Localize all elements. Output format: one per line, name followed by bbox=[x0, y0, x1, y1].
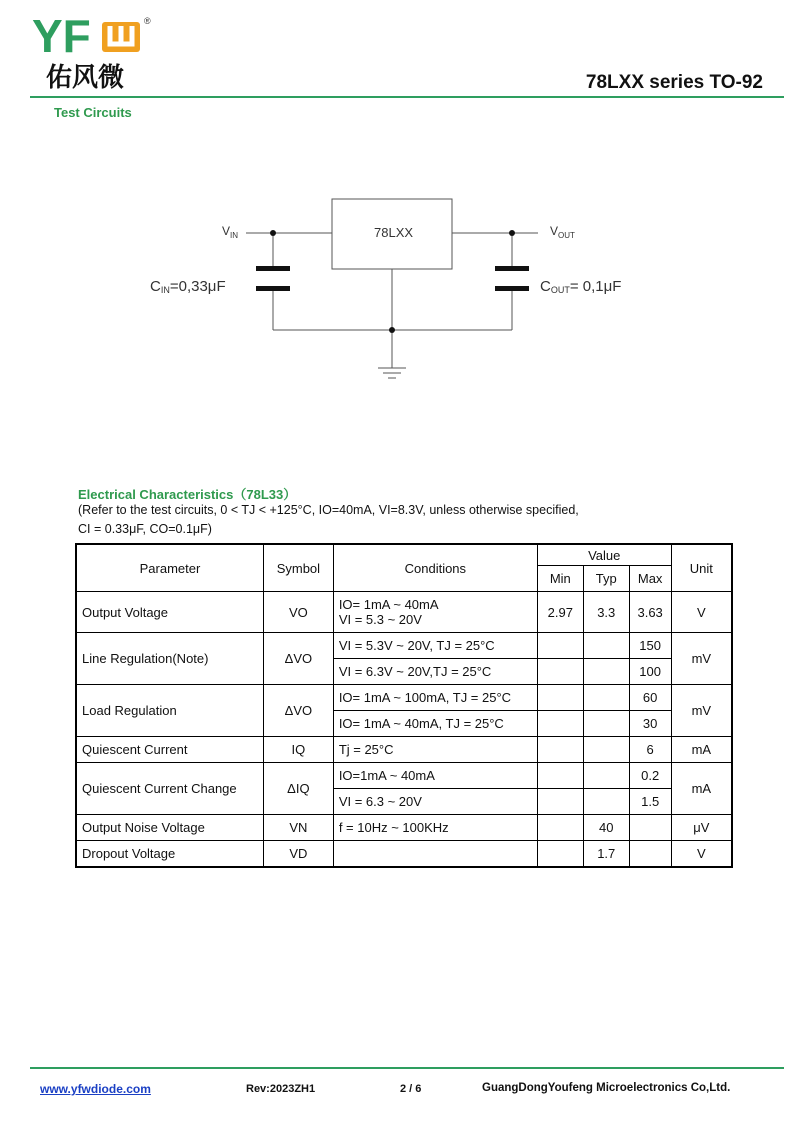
conditions-note-line2: CI = 0.33μF, CO=0.1μF) bbox=[78, 522, 212, 536]
max-cell: 100 bbox=[629, 659, 671, 685]
table-row bbox=[76, 685, 732, 711]
svg-text:YF: YF bbox=[32, 10, 91, 62]
conditions-cell: IO= 1mA ~ 100mA, TJ = 25°C bbox=[333, 685, 537, 711]
unit-cell: mA bbox=[671, 763, 732, 815]
header-unit: Unit bbox=[671, 544, 732, 592]
footer-divider bbox=[30, 1067, 784, 1069]
conditions-cell: IO= 1mA ~ 40mA, TJ = 25°C bbox=[333, 711, 537, 737]
symbol-cell: ΔVO bbox=[263, 685, 333, 737]
max-cell: 3.63 bbox=[629, 592, 671, 633]
param-cell: Output Voltage bbox=[76, 592, 263, 633]
logo-chinese-text: 佑风微 bbox=[46, 63, 125, 93]
conditions-cell: f = 10Hz ~ 100KHz bbox=[333, 815, 537, 841]
unit-cell: V bbox=[671, 841, 732, 868]
section-title-test-circuits: Test Circuits bbox=[54, 105, 132, 120]
typ-cell: 1.7 bbox=[583, 841, 629, 868]
param-cell: Load Regulation bbox=[76, 685, 263, 737]
conditions-cell: VI = 6.3V ~ 20V,TJ = 25°C bbox=[333, 659, 537, 685]
table-row bbox=[76, 815, 732, 841]
param-cell: Output Noise Voltage bbox=[76, 815, 263, 841]
max-cell: 150 bbox=[629, 633, 671, 659]
typ-cell: 3.3 bbox=[583, 592, 629, 633]
ic-label: 78LXX bbox=[374, 225, 414, 240]
max-cell: 0.2 bbox=[629, 763, 671, 789]
table-row bbox=[76, 633, 732, 659]
unit-cell: V bbox=[671, 592, 732, 633]
typ-cell: 40 bbox=[583, 815, 629, 841]
table-row bbox=[76, 763, 732, 789]
logo-reg-mark: ® bbox=[144, 16, 151, 26]
conditions-cell bbox=[333, 841, 537, 868]
cin-plate-bottom bbox=[256, 286, 290, 291]
document-title: 78LXX series TO-92 bbox=[585, 72, 763, 93]
symbol-cell: VD bbox=[263, 841, 333, 868]
symbol-cell: VN bbox=[263, 815, 333, 841]
unit-cell: mV bbox=[671, 685, 732, 737]
symbol-cell: IQ bbox=[263, 737, 333, 763]
company-name: GuangDongYoufeng Microelectronics Co,Ltd. bbox=[482, 1082, 731, 1094]
conditions-cell: IO= 1mA ~ 40mA VI = 5.3 ~ 20V bbox=[333, 592, 537, 633]
symbol-cell: VO bbox=[263, 592, 333, 633]
header-conditions: Conditions bbox=[333, 544, 537, 592]
conditions-cell: Tj = 25°C bbox=[333, 737, 537, 763]
cin-plate-top bbox=[256, 266, 290, 271]
page-number: 2 / 6 bbox=[400, 1083, 422, 1095]
header-max: Max bbox=[629, 566, 671, 592]
vin-label: $V_{IN}$ bbox=[222, 224, 239, 240]
conditions-cell: VI = 6.3 ~ 20V bbox=[333, 789, 537, 815]
vout-label: $V_{OUT}$ bbox=[550, 224, 575, 240]
cout-label: COUT= 0,1μF bbox=[540, 278, 622, 295]
header-min: Min bbox=[537, 566, 583, 592]
param-cell: Quiescent Current bbox=[76, 737, 263, 763]
param-cell: Quiescent Current Change bbox=[76, 763, 263, 815]
max-cell: 1.5 bbox=[629, 789, 671, 815]
cin-label: CIN=0,33μF bbox=[150, 278, 226, 295]
unit-cell: mA bbox=[671, 737, 732, 763]
table-row bbox=[76, 841, 732, 868]
param-cell: Dropout Voltage bbox=[76, 841, 263, 868]
header-parameter: Parameter bbox=[76, 544, 263, 592]
website-link[interactable]: www.yfwdiode.com bbox=[40, 1082, 151, 1096]
cout-plate-bottom bbox=[495, 286, 529, 291]
symbol-cell: ΔVO bbox=[263, 633, 333, 685]
table-row bbox=[76, 737, 732, 763]
unit-cell: mV bbox=[671, 633, 732, 685]
header-divider bbox=[30, 96, 784, 98]
header-symbol: Symbol bbox=[263, 544, 333, 592]
max-cell: 6 bbox=[629, 737, 671, 763]
conditions-cell: VI = 5.3V ~ 20V, TJ = 25°C bbox=[333, 633, 537, 659]
header-typ: Typ bbox=[583, 566, 629, 592]
max-cell: 60 bbox=[629, 685, 671, 711]
param-cell: Line Regulation(Note) bbox=[76, 633, 263, 685]
electrical-characteristics-title: Electrical Characteristics（78L33） bbox=[78, 487, 297, 502]
conditions-cell: IO=1mA ~ 40mA bbox=[333, 763, 537, 789]
electrical-characteristics-table bbox=[75, 543, 733, 868]
min-cell: 2.97 bbox=[537, 592, 583, 633]
header-value: Value bbox=[537, 544, 671, 566]
revision-label: Rev:2023ZH1 bbox=[246, 1083, 316, 1095]
symbol-cell: ΔIQ bbox=[263, 763, 333, 815]
company-logo bbox=[30, 8, 160, 94]
test-circuit-diagram bbox=[0, 180, 800, 390]
table-row bbox=[76, 592, 732, 633]
unit-cell: μV bbox=[671, 815, 732, 841]
conditions-note-line1: (Refer to the test circuits, 0 < TJ < +125°C, IO=40mA, VI=8.3V, unless otherwise specified, bbox=[78, 503, 579, 517]
cout-plate-top bbox=[495, 266, 529, 271]
max-cell: 30 bbox=[629, 711, 671, 737]
